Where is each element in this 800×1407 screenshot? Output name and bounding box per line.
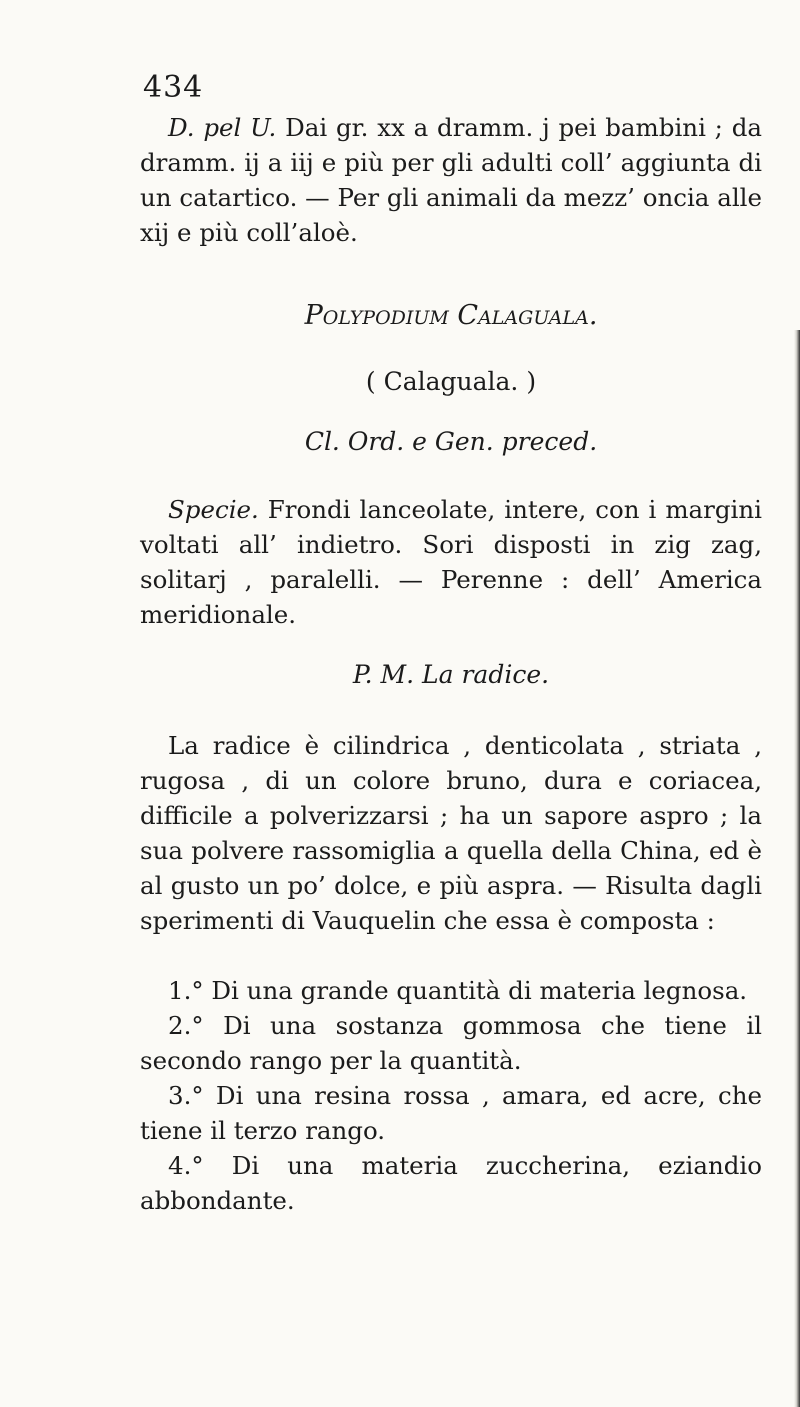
description-paragraph: La radice è cilindrica , denticolata , striata , rugosa , di un colore bruno, dura e coriacea, difficile a polverizzarsi ; ha un sapore aspro ; la sua polvere rassomiglia a quella della China, ed è al gusto un po’ dolce, e più aspra. — Risulta dagli sperimenti di Vauquelin che essa è composta : — [140, 731, 762, 935]
species-paragraph — [140, 492, 762, 632]
list-item: 3.° Di una resina rossa , amara, ed acre, che tiene il terzo rango. — [140, 1081, 762, 1145]
list-item: 4.° Di una materia zuccherina, eziandio abbondante. — [140, 1151, 762, 1215]
section-heading: P. M. La radice. — [352, 660, 550, 689]
page-edge-shadow — [794, 330, 800, 1407]
list-item: 2.° Di una sostanza gommosa che tiene il secondo rango per la quantità. — [140, 1011, 762, 1075]
plant-title-text: Polypodium Calaguala. — [304, 300, 598, 331]
intro-text: Dai gr. xx a dramm. j pei bambini ; da dramm. ij a iij e più per gli adulti coll’ aggiunta di un catartico. — Per gli animali da mezz’ oncia alle xij e più coll’aloè. — [140, 113, 763, 247]
classification: Cl. Ord. e Gen. preced. — [304, 427, 598, 456]
species-text: Frondi lanceolate, intere, con i margini voltati all’ indietro. Sori disposti in zig zag, solitarj , paralelli. — Perenne : dell’ America meridionale. — [140, 495, 762, 629]
plant-title — [140, 300, 762, 331]
species-lead: Specie. — [168, 495, 259, 524]
plant-common-name: ( Calaguala. ) — [365, 367, 537, 396]
intro-paragraph — [140, 110, 762, 250]
intro-lead: D. pel U. — [168, 113, 277, 142]
list-item: 1.° Di una grande quantità di materia legnosa. — [168, 976, 748, 1005]
page-number: 434 — [143, 70, 204, 105]
composition-list — [140, 973, 762, 1218]
